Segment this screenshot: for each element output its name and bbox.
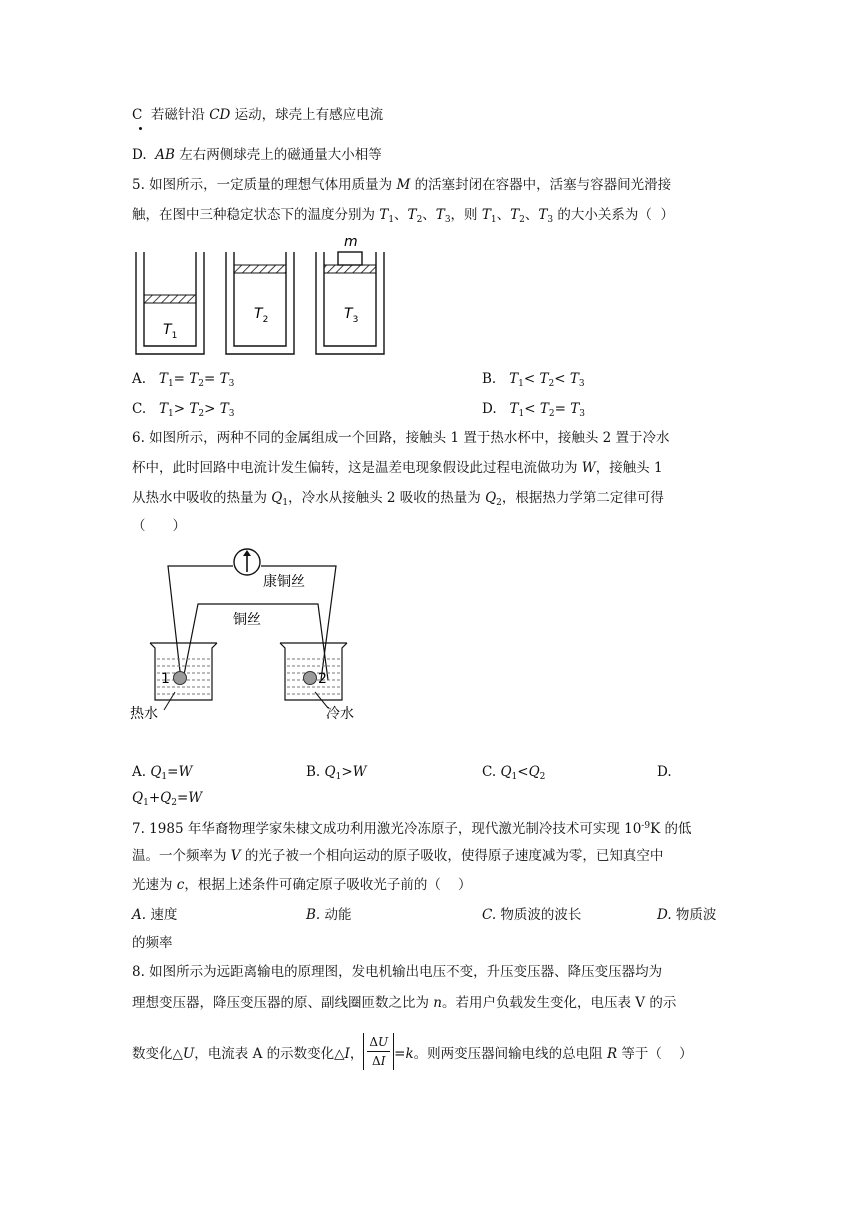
constantan-wire bbox=[168, 566, 233, 680]
q6-stem-line4: （ ） bbox=[132, 518, 186, 534]
piston-2 bbox=[234, 265, 286, 273]
hot-water-label: 热水 bbox=[130, 706, 158, 722]
q6-stem-line1: 6. 如图所示，两种不同的金属组成一个回路，接触头 1 置于热水杯中，接触头 2 置于冷水 bbox=[132, 430, 670, 446]
piston-1 bbox=[144, 295, 196, 303]
q5-stem-line1: 5. 如图所示，一定质量的理想气体用质量为 M 的活塞封闭在容器中，活塞与容器间光滑接 bbox=[132, 177, 672, 193]
q6-option-d: D. bbox=[657, 764, 672, 780]
q7-option-d-cont: 的频率 bbox=[132, 935, 173, 951]
q6-option-c: C. $Q_1<Q_2$ bbox=[482, 764, 546, 782]
q4-option-d: D. AB 左右两侧球壳上的磁通量大小相等 bbox=[132, 147, 382, 163]
q6-stem-line3: 从热水中吸收的热量为 $Q_1$，冷水从接触头 2 吸收的热量为 $Q_2$，根据热力学第二定律可得 bbox=[132, 490, 664, 508]
q8-stem-line1: 8. 如图所示为远距离输电的原理图，发电机输出电压不变，升压变压器、降压变压器均为 bbox=[132, 964, 663, 980]
stray-dot bbox=[139, 127, 142, 130]
junction-1 bbox=[174, 672, 187, 685]
q6-option-a: A. $Q_1=W$ bbox=[132, 764, 193, 782]
piston-3 bbox=[324, 265, 376, 273]
q5-option-a: A. $T_1= T_2= T_3$ bbox=[132, 371, 235, 389]
cold-water-label: 冷水 bbox=[326, 706, 354, 722]
q5-option-d: D. $T_1< T_2= T_3$ bbox=[482, 401, 585, 419]
q7-option-c: C. 物质波的波长 bbox=[482, 907, 582, 923]
temp-label-1: $T_1$ bbox=[163, 322, 178, 341]
constantan-label: 康铜丝 bbox=[263, 574, 305, 590]
cup-label-2: 2 bbox=[318, 671, 327, 687]
mass-label: m bbox=[344, 234, 358, 250]
beaker-cold bbox=[280, 643, 347, 700]
q5-figure-containers bbox=[130, 232, 410, 358]
q7-stem-line1: 7. 1985 年华裔物理学家朱棣文成功利用激光冷冻原子，现代激光制冷技术可实现 $10^{-9}K$ 的低 bbox=[132, 821, 692, 837]
q8-fraction: $\frac{\Delta U}{\Delta I}$ bbox=[363, 1033, 394, 1070]
q6-option-b: B. $Q_1>W$ bbox=[306, 764, 367, 782]
q5-option-b: B. $T_1< T_2< T_3$ bbox=[482, 371, 585, 389]
q7-option-b: B. 动能 bbox=[306, 907, 352, 923]
q7-option-a: A. 速度 bbox=[132, 907, 178, 923]
q7-stem-line3: 光速为 c，根据上述条件可确定原子吸收光子前的（ ） bbox=[132, 877, 472, 893]
copper-label: 铜丝 bbox=[233, 612, 261, 628]
temp-label-2: $T_2$ bbox=[254, 306, 269, 325]
q6-stem-line2: 杯中，此时回路中电流计发生偏转，这是温差电现象假设此过程电流做功为 W，接触头 1 bbox=[132, 460, 663, 476]
q8-stem-line3: 数变化△U，电流表 A 的示数变化△I， $\frac{\Delta U}{\Delta I}$ =k。则两变压器间输电线的总电阻 R 等于（ ） bbox=[132, 1035, 693, 1068]
q5-option-c: C. $T_1> T_2> T_3$ bbox=[132, 401, 235, 419]
q5-stem-line2: 触，在图中三种稳定状态下的温度分别为 $T_1$、$T_2$、$T_3$，则 $T_1$、$T_2$、$T_3$ 的大小关系为（ ） bbox=[132, 207, 674, 225]
junction-2 bbox=[304, 672, 317, 685]
mass-block bbox=[338, 252, 362, 265]
q8-stem-line2: 理想变压器，降压变压器的原、副线圈匝数之比为 n。若用户负载发生变化，电压表 V 的示 bbox=[132, 995, 677, 1011]
cup-label-1: 1 bbox=[161, 671, 170, 687]
q7-option-d: D. 物质波 bbox=[657, 907, 717, 923]
q6-option-d-cont: $Q_1+Q_2=W$ bbox=[132, 790, 203, 808]
q4-option-c: C 若磁针沿 CD 运动，球壳上有感应电流 bbox=[132, 107, 384, 123]
q7-stem-line2: 温。一个频率为 V 的光子被一个相向运动的原子吸收，使得原子速度减为零，已知真空中 bbox=[132, 848, 664, 864]
temp-label-3: $T_3$ bbox=[344, 306, 359, 325]
q6-figure-thermocouple bbox=[128, 542, 398, 722]
